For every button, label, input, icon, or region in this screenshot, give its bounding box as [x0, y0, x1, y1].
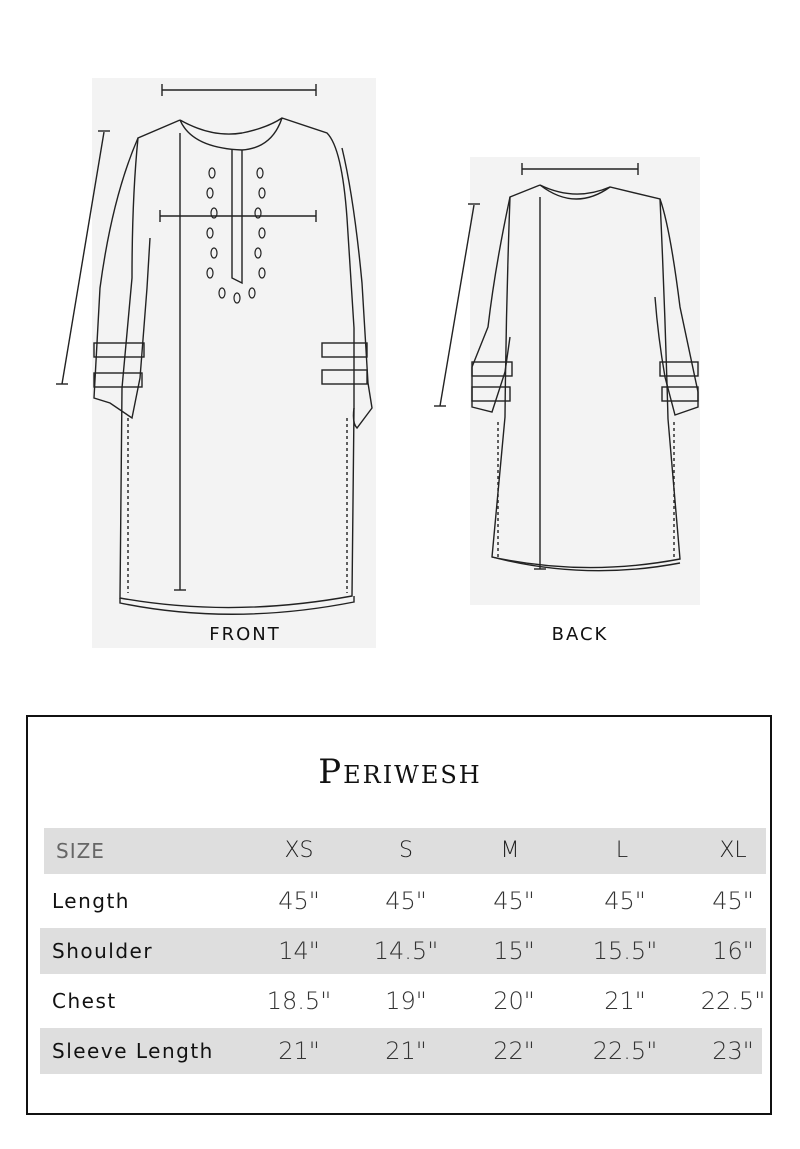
size-header-cell: XS	[284, 838, 314, 863]
table-cell: 18.5"	[266, 987, 332, 1015]
table-cell: 15"	[493, 937, 535, 965]
back-sleeve-measure	[432, 200, 482, 410]
table-cell: 19"	[385, 987, 427, 1015]
back-view-panel	[470, 157, 700, 605]
table-cell: 45"	[604, 887, 646, 915]
table-row	[40, 878, 766, 924]
table-cell: 20"	[493, 987, 535, 1015]
table-cell: 16"	[712, 937, 754, 965]
table-cell: 45"	[493, 887, 535, 915]
size-header-cell: S	[399, 838, 413, 863]
row-label: Length	[52, 889, 130, 913]
table-cell: 22.5"	[700, 987, 766, 1015]
table-cell: 22"	[493, 1037, 535, 1065]
table-cell: 45"	[712, 887, 754, 915]
table-cell: 21"	[278, 1037, 320, 1065]
row-label: Sleeve Length	[52, 1039, 214, 1063]
table-cell: 21"	[604, 987, 646, 1015]
table-cell: 15.5"	[592, 937, 658, 965]
size-header-cell: XL	[719, 838, 747, 863]
table-cell: 22.5"	[592, 1037, 658, 1065]
front-sleeve-measure	[54, 126, 114, 390]
size-header-cell: L	[615, 838, 629, 863]
table-cell: 45"	[385, 887, 427, 915]
table-row	[40, 978, 766, 1024]
size-header-label: SIZE	[56, 839, 105, 863]
back-garment-drawing	[470, 157, 700, 605]
size-header-row	[44, 828, 766, 874]
table-cell: 21"	[385, 1037, 427, 1065]
row-label: Shoulder	[52, 939, 154, 963]
table-cell: 45"	[278, 887, 320, 915]
table-cell: 23"	[712, 1037, 754, 1065]
front-view-panel	[92, 78, 376, 648]
table-row	[40, 928, 766, 974]
back-view-label: BACK	[551, 624, 609, 645]
row-label: Chest	[52, 989, 117, 1013]
size-header-cell: M	[500, 838, 520, 863]
front-view-label: FRONT	[209, 624, 281, 645]
table-row	[40, 1028, 762, 1074]
table-cell: 14.5"	[373, 937, 439, 965]
front-garment-drawing	[92, 78, 376, 648]
table-cell: 14"	[278, 937, 320, 965]
brand-title: Periwesh	[318, 752, 482, 792]
